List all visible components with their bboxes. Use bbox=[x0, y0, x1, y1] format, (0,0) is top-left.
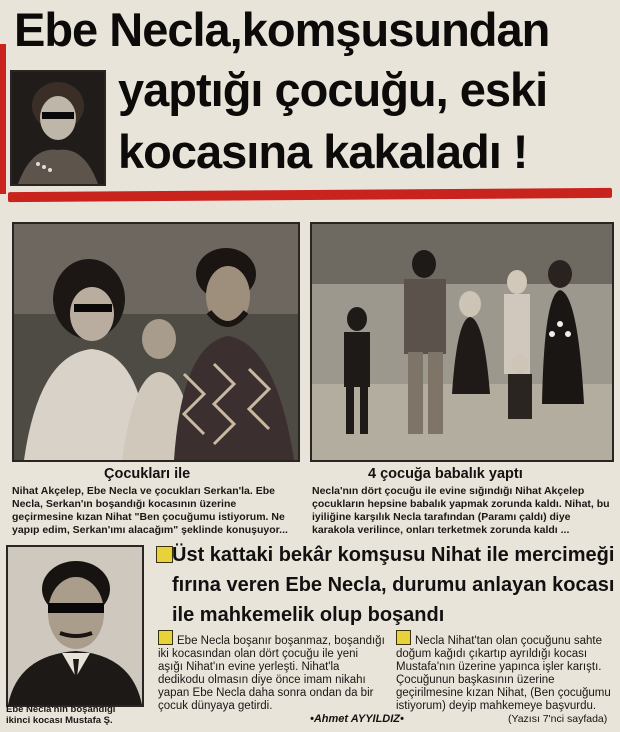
yellow-bullet-marker bbox=[396, 630, 411, 645]
photo-caption-right: 4 çocuğa babalık yaptı bbox=[368, 466, 523, 482]
continued-note: (Yazısı 7'nci sayfada) bbox=[508, 713, 608, 725]
article-column-1: Ebe Necla boşanır boşanmaz, boşandığı iki kocasından olan dört çocuğu ile yeni aşığı Nihat'ın evine yerleşti. Nihat'la dedikodu olmasın diye önce imam nikahı yapan Ebe Necla daha sonra ondan da bir çocuk dünyaya getirdi. bbox=[158, 630, 386, 713]
byline: •Ahmet AYYILDIZ• bbox=[310, 713, 404, 725]
headline-line-2: yaptığı çocuğu, eski bbox=[118, 63, 548, 116]
photo-caption-left: Çocukları ile bbox=[104, 466, 191, 482]
family-photo-right bbox=[310, 222, 614, 462]
caption-text-left: Nihat Akçelep, Ebe Necla ve çocukları Serkan'la. Ebe Necla, Serkan'ın boşandığı kocasının üzerine geçirmesine kızan Nihat "Ben çocuğumu istiyorum. Ne yapıp edim, Serkan'ımı alacağım" şeklinde konuşuyor... bbox=[12, 485, 288, 536]
red-divider bbox=[8, 188, 612, 202]
article-column-2: Necla Nihat'tan olan çocuğunu sahte doğum kağıdı çıkartıp ayrıldığı kocası Mustafa'nın üzerine yapınca işler karıştı. Çocuğunun başkasının üzerine geçirilmesine kızan Nihat, (Ben çocuğumu istiyorum) deyip mahkemeye başvurdu. bbox=[396, 630, 614, 713]
yellow-bullet-marker bbox=[156, 546, 173, 563]
yellow-bullet-marker bbox=[158, 630, 173, 645]
headline-line-1: Ebe Necla,komşusundan bbox=[14, 3, 550, 56]
family-photo-left bbox=[12, 222, 300, 462]
headline-line-3: kocasına kakaladı ! bbox=[118, 125, 528, 178]
portrait-caption: Ebe Necla'nın boşandığı ikinci kocası Mustafa Ş. bbox=[6, 704, 116, 726]
portrait-photo-mustafa bbox=[6, 545, 144, 707]
portrait-photo-necla bbox=[10, 70, 106, 186]
caption-text-right: Necla'nın dört çocuğu ile evine sığındığı Nihat Akçelep çocukların hepsine babalık yapmak zorunda kaldı. Nihat, bu iyiliğine karşılık Necla tarafından (Paramı çaldı) diye karakola verilince, onları terketmek zorunda kaldı ... bbox=[312, 485, 610, 536]
red-accent-bar bbox=[0, 44, 6, 194]
sub-headline: Üst kattaki bekâr komşusu Nihat ile mercimeği fırına veren Ebe Necla, durumu anlayan kocası ile mahkemelik olup boşandı bbox=[172, 544, 615, 626]
